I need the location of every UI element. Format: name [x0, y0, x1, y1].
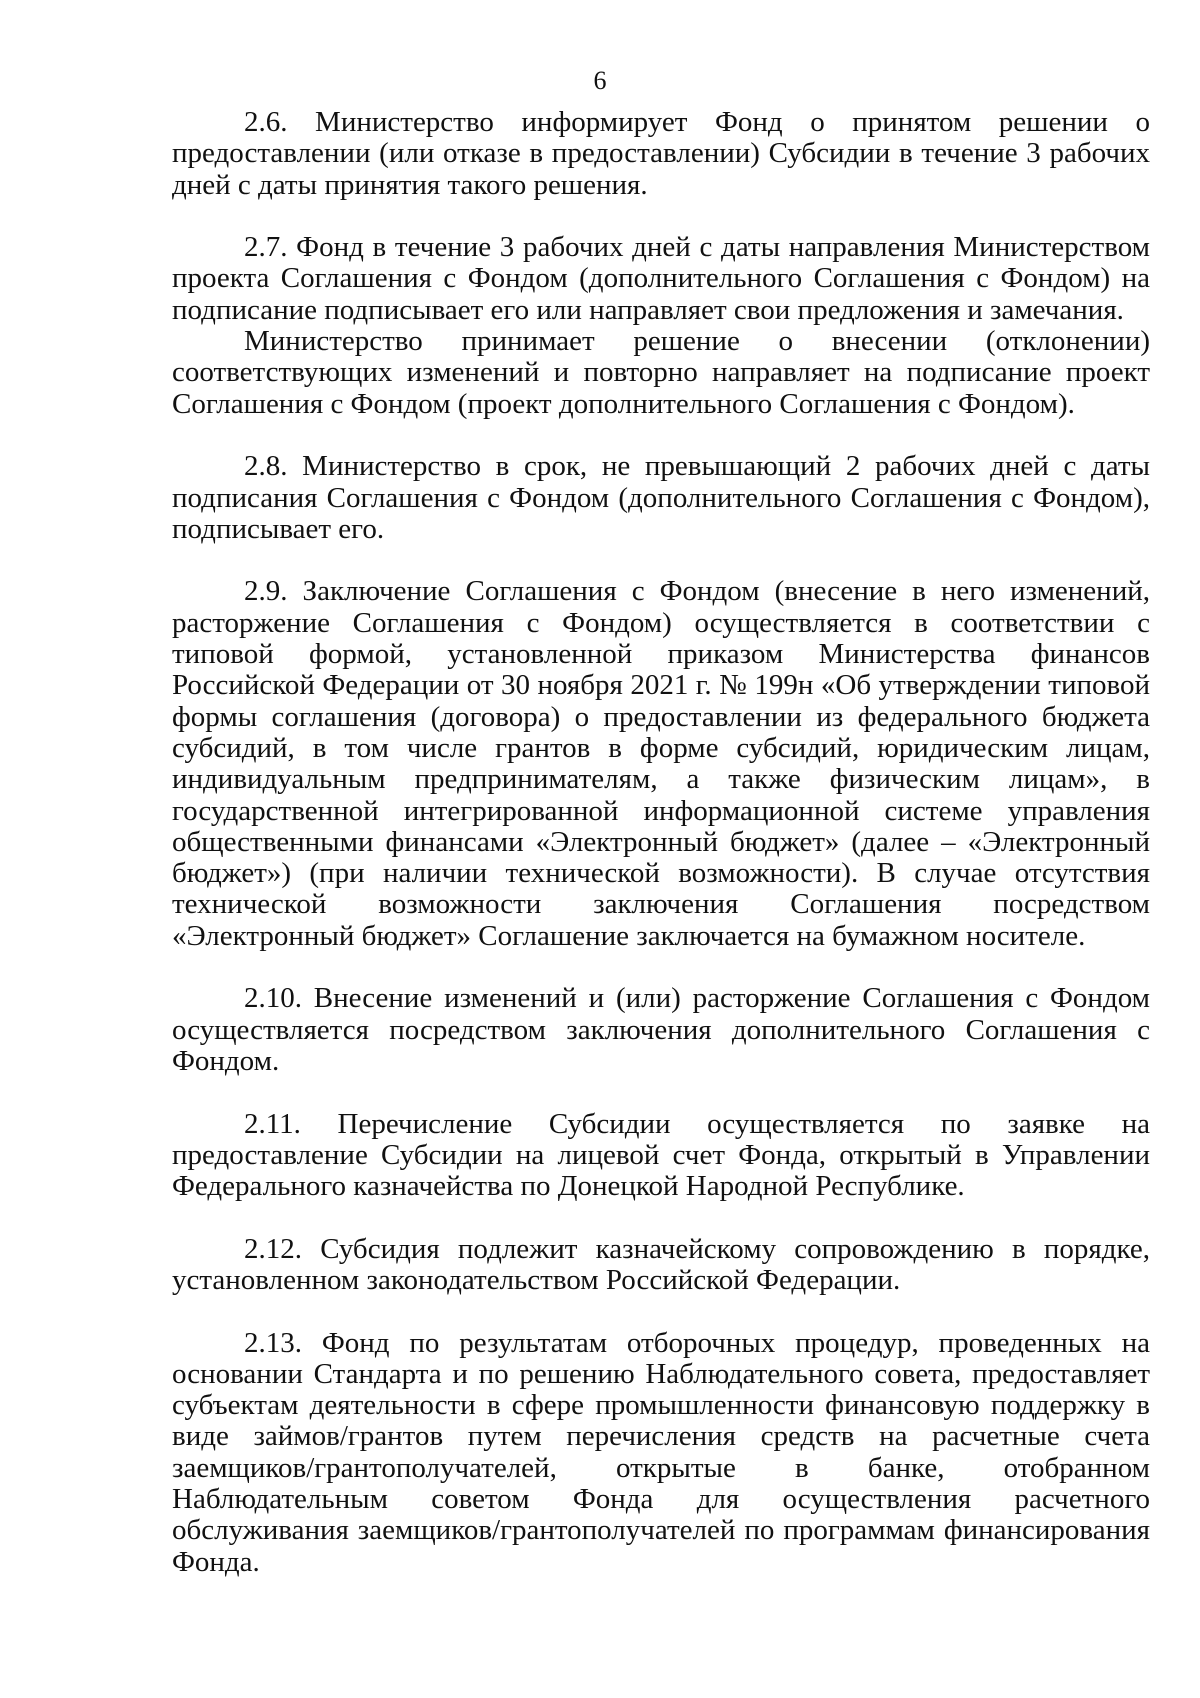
- paragraph-2-13: 2.13. Фонд по результатам отборочных процедур, проведенных на основании Стандарта и по решению Наблюдательного совета, предоставляет субъектам деятельности в сфере промышленности финансовую поддержку в виде займов/грантов путем перечисления средств на расчетные счета заемщиков/грантополучателей, открытые в банке, отобранном Наблюдательным советом Фонда для осуществления расчетного обслуживания заемщиков/грантополучателей по программам финансирования Фонда.: [172, 1326, 1150, 1578]
- paragraph-2-11: 2.11. Перечисление Субсидии осуществляется по заявке на предоставление Субсидии на лицевой счет Фонда, открытый в Управлении Федерального казначейства по Донецкой Народной Республике.: [172, 1107, 1150, 1203]
- page-number: 6: [593, 66, 607, 95]
- document-body: [172, 107, 1150, 1578]
- paragraph-2-7-continuation: Министерство принимает решение о внесении (отклонении) соответствующих изменений и повторно направляет на подписание проект Соглашения с Фондом (проект дополнительного Соглашения с Фондом).: [172, 325, 1150, 420]
- paragraph-2-8: 2.8. Министерство в срок, не превышающий 2 рабочих дней с даты подписания Соглашения с Фондом (дополнительного Соглашения с Фондом), подписывает его.: [172, 450, 1150, 545]
- paragraph-2-10: 2.10. Внесение изменений и (или) расторжение Соглашения с Фондом осуществляется посредством заключения дополнительного Соглашения с Фондом.: [172, 982, 1150, 1077]
- paragraph-2-12: 2.12. Субсидия подлежит казначейскому сопровождению в порядке, установленном законодательством Российской Федерации.: [172, 1232, 1150, 1296]
- paragraph-2-6: 2.6. Министерство информирует Фонд о принятом решении о предоставлении (или отказе в предоставлении) Субсидии в течение 3 рабочих дней с даты принятия такого решения.: [172, 106, 1150, 201]
- paragraph-2-7: 2.7. Фонд в течение 3 рабочих дней с даты направления Министерством проекта Соглашения с Фондом (дополнительного Соглашения с Фондом) на подписание подписывает его или направляет свои предложения и замечания.: [172, 231, 1150, 326]
- paragraph-2-9: 2.9. Заключение Соглашения с Фондом (внесение в него изменений, расторжение Соглашения с Фондом) осуществляется в соответствии с типовой формой, установленной приказом Министерства финансов Российской Федерации от 30 ноября 2021 г. № 199н «Об утверждении типовой формы соглашения (договора) о предоставлении из федерального бюджета субсидий, в том числе грантов в форме субсидий, юридическим лицам, индивидуальным предпринимателям, а также физическим лицам», в государственной интегрированной информационной системе управления общественными финансами «Электронный бюджет» (далее – «Электронный бюджет») (при наличии технической возможности). В случае отсутствия технической возможности заключения Соглашения посредством «Электронный бюджет» Соглашение заключается на бумажном носителе.: [172, 575, 1150, 952]
